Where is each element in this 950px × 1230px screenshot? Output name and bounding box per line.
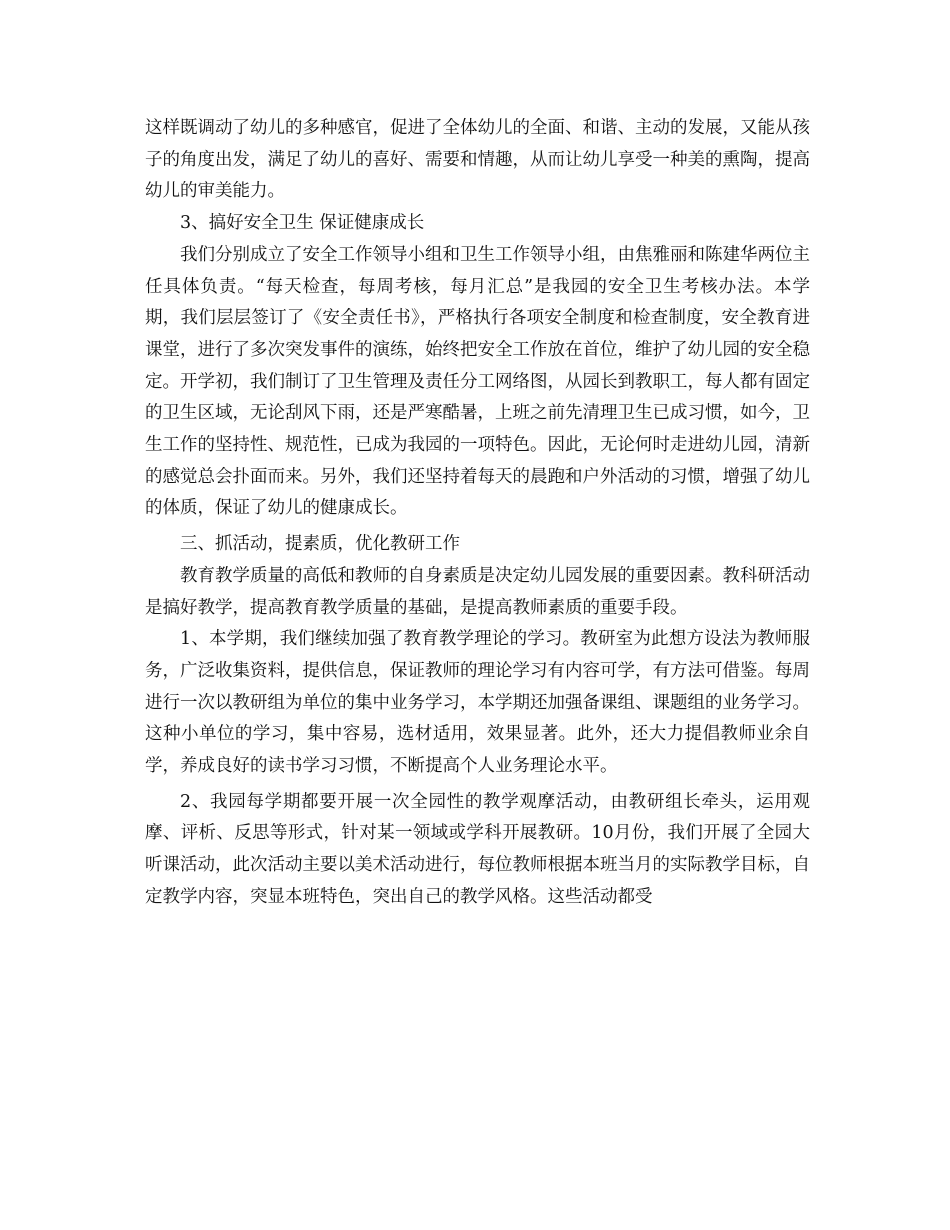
section-heading-teaching-research: 三、抓活动，提素质，优化教研工作 — [180, 534, 460, 555]
document-body — [145, 113, 810, 914]
section-heading-safety-hygiene: 3、搞好安全卫生 保证健康成长 — [180, 213, 425, 234]
paragraph-observation-activity: 2、我园每学期都要开展一次全园性的教学观摩活动，由教研组长牵头，运用观摩、评析、反思等形式，针对某一领域或学科开展教研。10月份，我们开展了全园大听课活动，此次活动主要以美术活动进行，每位教师根据本班当月的实际教学目标，自定教学内容，突显本班特色，突出自己的教学风格。这些活动都受 — [145, 791, 810, 907]
paragraph-safety-hygiene: 我们分别成立了安全工作领导小组和卫生工作领导小组，由焦雅丽和陈建华两位主任具体负责。“每天检查，每周考核，每月汇总”是我园的安全卫生考核办法。本学期，我们层层签订了《安全责任书》，严格执行各项安全制度和检查制度，安全教育进课堂，进行了多次突发事件的演练，始终把安全工作放在首位，维护了幼儿园的安全稳定。开学初，我们制订了卫生管理及责任分工网络图，从园长到教职工，每人都有固定的卫生区域，无论刮风下雨，还是严寒酷暑，上班之前先清理卫生已成习惯，如今，卫生工作的坚持性、规范性，已成为我园的一项特色。因此，无论何时走进幼儿园，清新的感觉总会扑面而来。另外，我们还坚持着每天的晨跑和户外活动的习惯，增强了幼儿的体质，保证了幼儿的健康成长。 — [145, 244, 810, 519]
paragraph-theory-study: 1、本学期，我们继续加强了教育教学理论的学习。教研室为此想方设法为教师服务，广泛收集资料，提供信息，保证教师的理论学习有内容可学，有方法可借鉴。每周进行一次以教研组为单位的集中业务学习，本学期还加强备课组、课题组的业务学习。这种小单位的学习，集中容易，选材适用，效果显著。此外，还大力提倡教师业余自学，养成良好的读书学习习惯，不断提高个人业务理论水平。 — [145, 629, 810, 777]
paragraph-continuation: 这样既调动了幼儿的多种感官，促进了全体幼儿的全面、和谐、主动的发展，又能从孩子的角度出发，满足了幼儿的喜好、需要和情趣，从而让幼儿享受一种美的熏陶，提高幼儿的审美能力。 — [145, 118, 810, 202]
paragraph-teaching-quality: 教育教学质量的高低和教师的自身素质是决定幼儿园发展的重要因素。教科研活动是搞好教学，提高教育教学质量的基础，是提高教师素质的重要手段。 — [145, 565, 810, 618]
